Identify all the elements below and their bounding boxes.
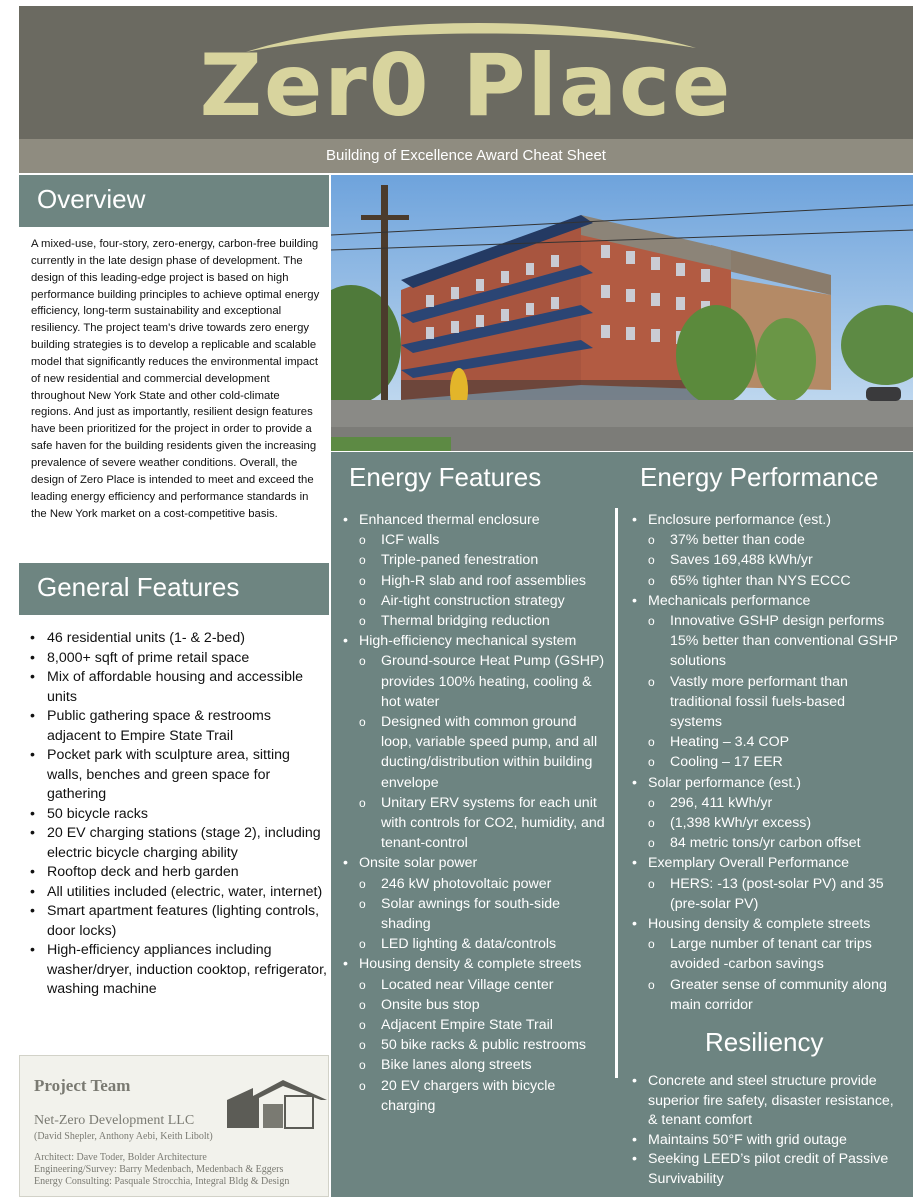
building-rendering-image — [331, 175, 913, 451]
list-item: • Solar performance (est.) — [632, 773, 900, 793]
project-team-box — [19, 1055, 329, 1197]
list-item: • Rooftop deck and herb garden — [30, 863, 328, 883]
sub-list-item: o Adjacent Empire State Trail — [343, 1015, 608, 1035]
list-item: • Enclosure performance (est.) — [632, 510, 900, 530]
sub-list-item: o LED lighting & data/controls — [343, 934, 608, 954]
sub-list-item: o Greater sense of community along main corridor — [632, 975, 900, 1015]
list-item: • Maintains 50°F with grid outage — [632, 1131, 900, 1151]
energy-features-list — [343, 510, 608, 1116]
overview-text: A mixed-use, four-story, zero-energy, carbon-free building currently in the late design phase of development. The design of this leading-edge project is based on high performance building principles to achieve optimal energy efficiency, long-term sustainability and exceptional resiliency. The project team's drive towards zero energy building strategies is to develop a replicable and scalable model that significantly reduces the environmental impact of new residential and commercial development throughout New York State and other cold-climate regions. And just as importantly, resilient design features have been prioritized for the project in order to provide a safe haven for the building residents given the increasing prevalence of severe weather conditions. Overall, the design of Zero Place is intended to meet and exceed the leading energy efficiency and performance standards in the New York market on a cost-competitive basis. — [31, 238, 320, 520]
sub-list-item: o Large number of tenant car trips avoided -carbon savings — [632, 934, 900, 974]
sub-list-item: o Thermal bridging reduction — [343, 611, 608, 631]
sub-list-item: o Cooling – 17 EER — [632, 752, 900, 772]
sub-list-item: o 65% tighter than NYS ECCC — [632, 571, 900, 591]
list-item: • Exemplary Overall Performance — [632, 853, 900, 873]
team-energy-consulting: Energy Consulting: Pasquale Strocchia, Integral Bldg & Design — [34, 1176, 290, 1187]
sub-list-item: o Innovative GSHP design performs 15% better than conventional GSHP solutions — [632, 611, 900, 672]
list-item: • Onsite solar power — [343, 853, 608, 873]
sub-list-item: o High-R slab and roof assemblies — [343, 571, 608, 591]
sub-list-item: o Solar awnings for south-side shading — [343, 894, 608, 934]
list-item: • 20 EV charging stations (stage 2), including electric bicycle charging ability — [30, 824, 328, 863]
sub-list-item: o Bike lanes along streets — [343, 1055, 608, 1075]
list-item: • All utilities included (electric, water, internet) — [30, 883, 328, 903]
list-item: • Mix of affordable housing and accessible units — [30, 668, 328, 707]
general-features-heading: General Features — [19, 563, 329, 615]
general-features-list — [30, 629, 328, 1000]
list-item: • Pocket park with sculpture area, sitting walls, benches and green space for gathering — [30, 746, 328, 805]
sub-list-item: o 84 metric tons/yr carbon offset — [632, 833, 900, 853]
column-divider — [615, 508, 618, 1078]
team-firm: Net-Zero Development LLC — [34, 1113, 195, 1128]
sub-list-item: o Air-tight construction strategy — [343, 591, 608, 611]
header-banner — [19, 6, 913, 139]
list-item: • Enhanced thermal enclosure — [343, 510, 608, 530]
sub-list-item: o Triple-paned fenestration — [343, 550, 608, 570]
list-item: • Mechanicals performance — [632, 591, 900, 611]
list-item: • 50 bicycle racks — [30, 805, 328, 825]
list-item: • Public gathering space & restrooms adjacent to Empire State Trail — [30, 707, 328, 746]
list-item: • Housing density & complete streets — [632, 914, 900, 934]
list-item: • High-efficiency mechanical system — [343, 631, 608, 651]
team-architect: Architect: Dave Toder, Bolder Architecture — [34, 1152, 207, 1163]
sub-list-item: o 296, 411 kWh/yr — [632, 793, 900, 813]
energy-performance-list — [632, 510, 900, 1015]
sub-list-item: o 20 EV chargers with bicycle charging — [343, 1076, 608, 1116]
sub-list-item: o Heating – 3.4 COP — [632, 732, 900, 752]
project-team-title: Project Team — [34, 1076, 131, 1095]
resiliency-list — [632, 1072, 900, 1189]
team-credits — [34, 1152, 289, 1188]
sub-list-item: o Onsite bus stop — [343, 995, 608, 1015]
team-firm-members: (David Shepler, Anthony Aebi, Keith Libolt) — [34, 1131, 213, 1142]
list-item: • Seeking LEED’s pilot credit of Passive Survivability — [632, 1150, 900, 1189]
house-logo-icon — [225, 1070, 327, 1130]
sub-list-item: o Designed with common ground loop, variable speed pump, and all ducting/distribution within building envelope — [343, 712, 608, 793]
sub-list-item: o 246 kW photovoltaic power — [343, 874, 608, 894]
sub-list-item: o Saves 169,488 kWh/yr — [632, 550, 900, 570]
list-item: • Concrete and steel structure provide superior fire safety, disaster resistance, & tenant comfort — [632, 1072, 900, 1131]
sub-list-item: o Ground-source Heat Pump (GSHP) provides 100% heating, cooling & hot water — [343, 651, 608, 712]
overview-heading: Overview — [19, 175, 329, 227]
sub-list-item: o Vastly more performant than traditional fossil fuels-based systems — [632, 672, 900, 733]
energy-features-heading: Energy Features — [349, 462, 542, 492]
energy-performance-heading: Energy Performance — [640, 462, 879, 492]
list-item: • High-efficiency appliances including washer/dryer, induction cooktop, refrigerator, washing machine — [30, 941, 328, 1000]
sub-list-item: o (1,398 kWh/yr excess) — [632, 813, 900, 833]
resiliency-heading: Resiliency — [705, 1027, 824, 1057]
logo-title: Zer0 Place — [199, 36, 733, 136]
team-engineering: Engineering/Survey: Barry Medenbach, Medenbach & Eggers — [34, 1164, 284, 1175]
sub-list-item: o Located near Village center — [343, 975, 608, 995]
page-subtitle: Building of Excellence Award Cheat Sheet — [19, 139, 913, 173]
sub-list-item: o 50 bike racks & public restrooms — [343, 1035, 608, 1055]
list-item: • 8,000+ sqft of prime retail space — [30, 649, 328, 669]
sub-list-item: o Unitary ERV systems for each unit with controls for CO2, humidity, and tenant-control — [343, 793, 608, 854]
sub-list-item: o HERS: -13 (post-solar PV) and 35 (pre-solar PV) — [632, 874, 900, 914]
list-item: • Housing density & complete streets — [343, 954, 608, 974]
sub-list-item: o ICF walls — [343, 530, 608, 550]
list-item: • Smart apartment features (lighting controls, door locks) — [30, 902, 328, 941]
sub-list-item: o 37% better than code — [632, 530, 900, 550]
list-item: • 46 residential units (1- & 2-bed) — [30, 629, 328, 649]
